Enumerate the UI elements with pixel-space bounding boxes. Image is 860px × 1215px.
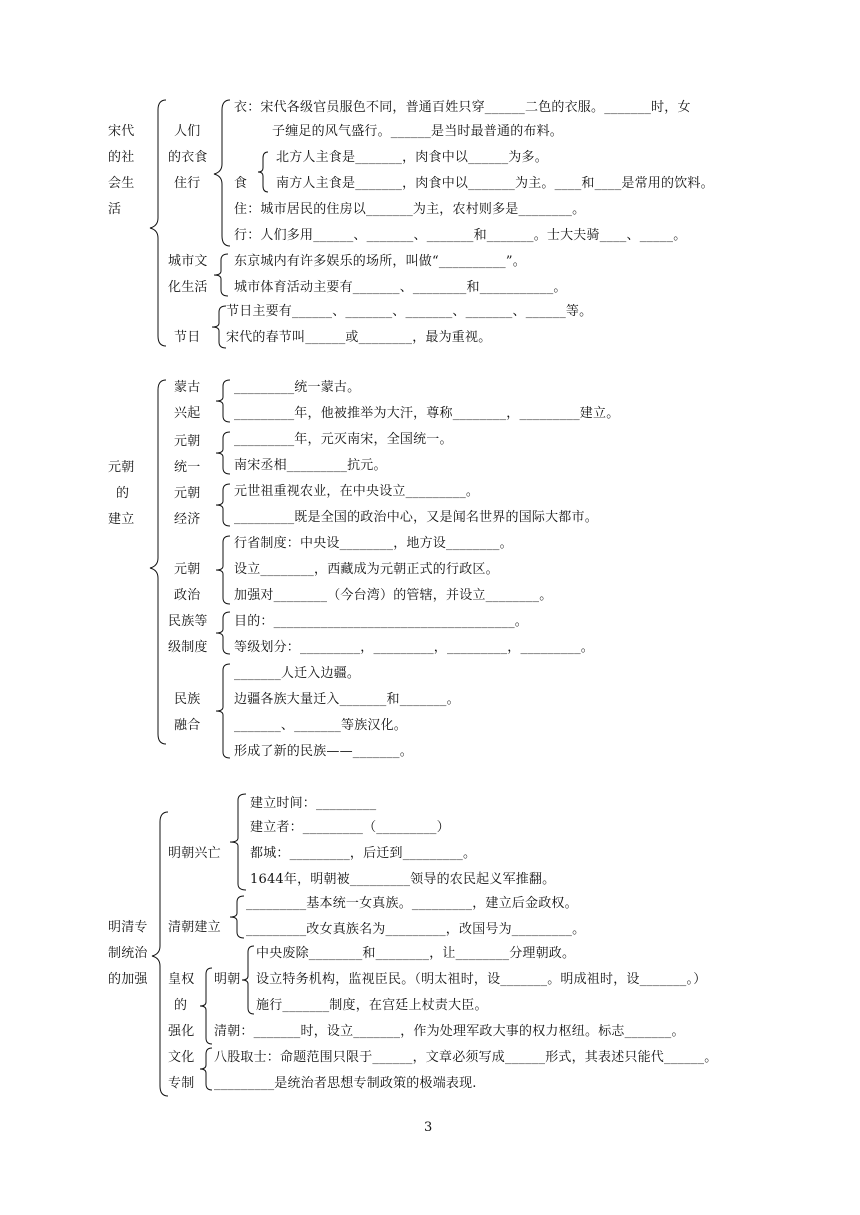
s2-f-label-2: 融合 [174, 718, 201, 733]
s1-g1-label-2: 的衣食 [168, 150, 208, 165]
s3-a-label: 明朝兴亡 [168, 846, 221, 861]
s2-d-brace [214, 534, 232, 606]
s1-title-2: 的社 [108, 150, 135, 165]
s2-d-label-2: 政治 [174, 588, 201, 603]
s1-g2-brace [212, 252, 230, 298]
s2-f-brace [214, 662, 232, 760]
s1-zhu: 住：城市居民的住房以_______为主，农村则多是________。 [234, 202, 586, 217]
s2-d-3: 加强对________（今台湾）的管辖，并设立________。 [234, 588, 553, 603]
s1-yi-line1: 衣：宋代各级官员服色不同，普通百姓只穿______二色的衣服。_______时，女 [234, 100, 691, 115]
s2-e-1: 目的：____________________________________。 [234, 614, 528, 629]
s3-qing: 清朝：_______时，设立_______，作为处理军政大事的权力枢纽。标志_______。 [214, 1024, 685, 1039]
s2-e-2: 等级划分：_________，_________，_________，_________。 [234, 640, 594, 655]
s3-b-1: _________基本统一女真族。_________，建立后金政权。 [246, 896, 578, 911]
s2-d-label-1: 元朝 [174, 562, 201, 577]
s2-a-2: _________年，他被推举为大汗，尊称________，_________建立。 [234, 406, 620, 421]
s3-d-1: 八股取士：命题范围只限于______，文章必须写成______形式，其表述只能代______。 [214, 1050, 718, 1065]
s1-g2-label-1: 城市文 [168, 254, 208, 269]
s1-title-3: 会生 [108, 176, 135, 191]
s3-b-brace [228, 894, 246, 940]
s3-c-label-1: 皇权 [168, 972, 195, 987]
s2-a-1: _________统一蒙古。 [234, 380, 361, 395]
s2-a-label-1: 蒙古 [174, 380, 201, 395]
s2-c-brace [214, 482, 232, 528]
s2-main-brace [148, 378, 168, 748]
s2-c-2: _________既是全国的政治中心，又是闻名世界的国际大都市。 [234, 510, 598, 525]
s2-b-label-1: 元朝 [174, 434, 201, 449]
s1-festival-2: 宋代的春节叫______或________，最为重视。 [226, 330, 492, 345]
page-number: 3 [424, 1120, 433, 1135]
s3-c-brace [198, 966, 214, 1046]
s2-c-label-2: 经济 [174, 512, 201, 527]
s3-a-1: 建立时间：_________ [250, 796, 377, 811]
s1-title-4: 活 [108, 202, 122, 217]
s3-a-3: 都城：_________，后迁到_________。 [250, 846, 477, 861]
s1-main-brace [148, 98, 168, 348]
s3-d-brace [198, 1046, 214, 1092]
s1-shi-north: 北方人主食是_______，肉食中以______为多。 [276, 150, 548, 165]
s3-ming-label: 明朝 [214, 972, 241, 987]
s1-g1-brace [212, 98, 232, 248]
s2-e-label-2: 级制度 [168, 640, 208, 655]
s3-d-2: _________是统治者思想专制政策的极端表现. [214, 1076, 477, 1091]
s2-a-brace [214, 378, 232, 424]
s1-g1-label-3: 住行 [174, 176, 201, 191]
s3-ming-3: 施行_______制度，在宫廷上杖责大臣。 [256, 998, 488, 1013]
s2-c-1: 元世祖重视农业，在中央设立_________。 [234, 484, 480, 499]
s1-shi-south: 南方人主食是_______，肉食中以_______为主。____和____是常用的饮料。 [276, 176, 714, 191]
s3-b-2: _________改女真族名为_________，改国号为_________。 [246, 922, 586, 937]
s3-ming-brace [240, 944, 256, 1016]
s2-f-3: _______、_______等族汉化。 [234, 718, 408, 733]
s2-d-2: 设立________，西藏成为元朝正式的行政区。 [234, 562, 499, 577]
s3-main-brace [150, 810, 170, 1100]
s2-title-1: 元朝 [108, 460, 135, 475]
s3-d-label-2: 专制 [168, 1076, 195, 1091]
s1-festival-1: 节日主要有______、_______、_______、_______、______等。 [226, 304, 593, 319]
s1-city-2: 城市体育活动主要有_______、________和___________。 [234, 280, 567, 295]
s1-g3-label: 节日 [174, 330, 201, 345]
s1-shi-label: 食 [234, 176, 248, 191]
s3-a-4: 1644年，明朝被_________领导的农民起义军推翻。 [250, 872, 556, 887]
s3-title-3: 的加强 [108, 972, 148, 987]
s2-title-2: 的 [116, 486, 130, 501]
s1-yi-line2: 子缠足的风气盛行。______是当时最普通的布料。 [272, 124, 564, 139]
s3-b-label: 清朝建立 [168, 920, 221, 935]
s2-f-4: 形成了新的民族——_______。 [234, 744, 413, 759]
s1-city-1: 东京城内有许多娱乐的场所，叫做“__________”。 [234, 254, 526, 269]
s3-a-2: 建立者：_________（_________） [250, 820, 450, 835]
s2-e-brace [214, 610, 232, 656]
s2-b-label-2: 统一 [174, 460, 201, 475]
s2-a-label-2: 兴起 [174, 406, 201, 421]
s2-f-label-1: 民族 [174, 692, 201, 707]
s1-g1-label-1: 人们 [174, 124, 201, 139]
s2-title-3: 建立 [108, 512, 135, 527]
s3-ming-2: 设立特务机构，监视臣民。（明太祖时，设_______。明成祖时，设_______。） [256, 972, 707, 987]
s1-shi-brace [256, 150, 270, 194]
s3-title-1: 明清专 [108, 920, 148, 935]
s2-b-1: _________年，元灭南宋，全国统一。 [234, 432, 453, 447]
s2-b-brace [214, 430, 232, 476]
s3-ming-1: 中央废除________和________，让________分理朝政。 [256, 946, 576, 961]
s3-c-label-2: 的 [174, 998, 188, 1013]
s2-f-2: 边疆各族大量迁入_______和_______。 [234, 692, 460, 707]
s2-c-label-1: 元朝 [174, 486, 201, 501]
s3-c-label-3: 强化 [168, 1024, 195, 1039]
s3-a-brace [228, 792, 248, 892]
s2-b-2: 南宋丞相_________抗元。 [234, 458, 387, 473]
s3-d-label-1: 文化 [168, 1050, 195, 1065]
s1-g2-label-2: 化生活 [168, 280, 208, 295]
s2-d-1: 行省制度：中央设________，地方设________。 [234, 536, 513, 551]
s3-title-2: 制统治 [108, 946, 148, 961]
s1-xing: 行：人们多用______、_______、_______和_______。士大夫骑____、_____。 [234, 228, 687, 243]
s2-f-1: _______人迁入边疆。 [234, 666, 361, 681]
s1-title-1: 宋代 [108, 124, 135, 139]
s2-e-label-1: 民族等 [168, 614, 208, 629]
